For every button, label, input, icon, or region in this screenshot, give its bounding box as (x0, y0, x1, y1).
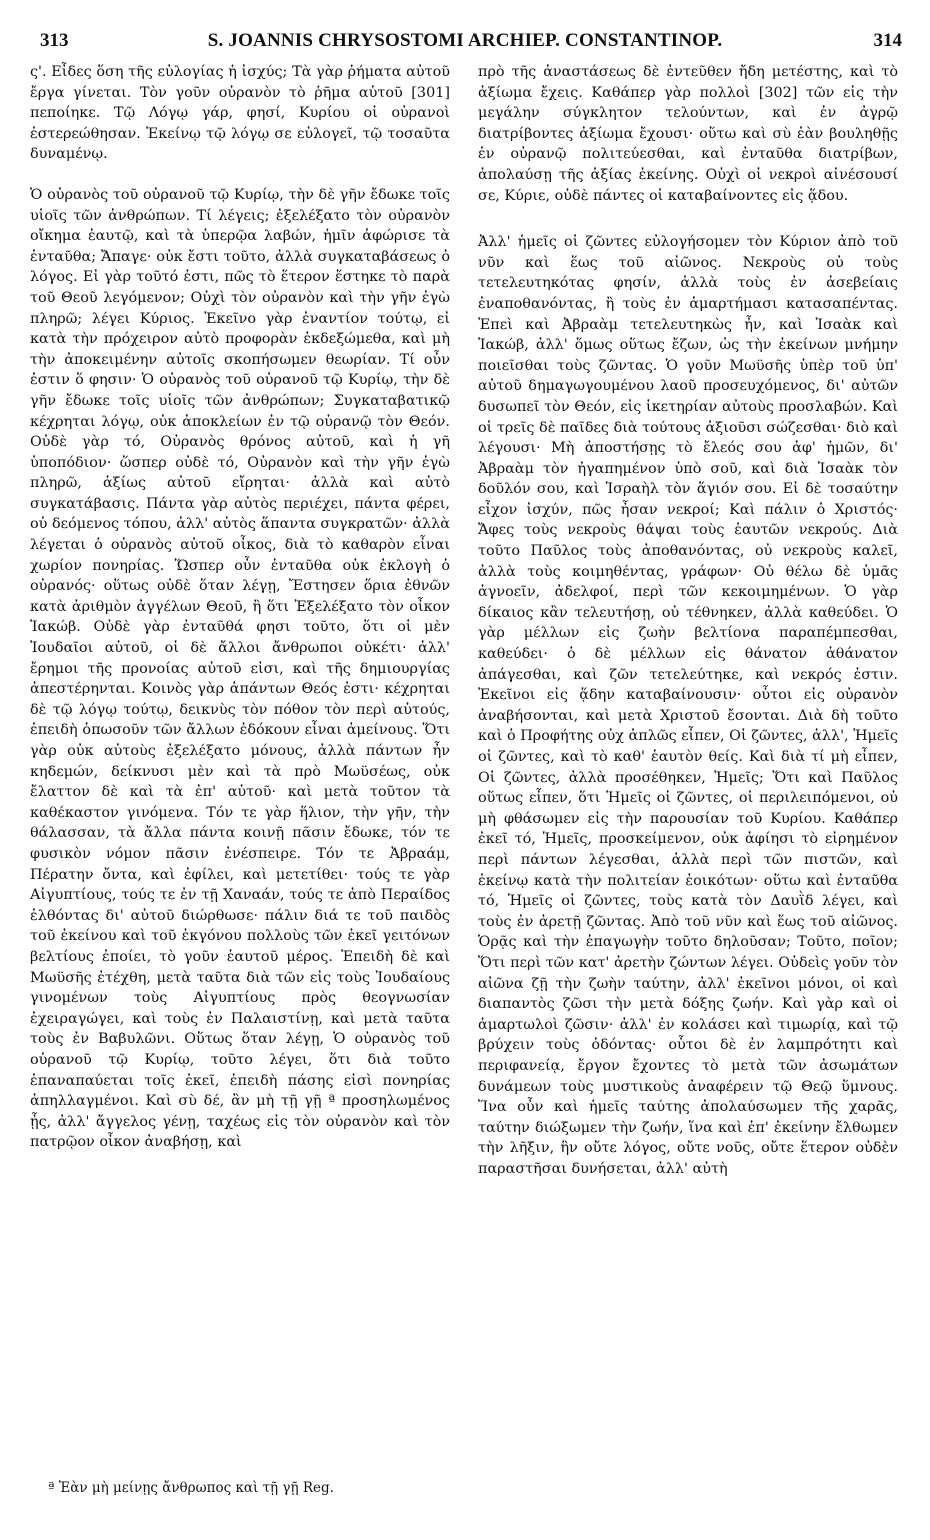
right-column (478, 62, 898, 1179)
paragraph: Ὁ οὐρανὸς τοῦ οὐρανοῦ τῷ Κυρίῳ, τὴν δὲ γῆν ἔδωκε τοῖς υἱοῖς τῶν ἀνθρώπων. Τί λέγεις; ἐξελέξατο τὸν οὐρανὸν οἴκημα ἑαυτῷ, καὶ τὰ ὑπερῷα λαβών, ἡμῖν ἀφώρισε τὰ ἐνταῦθα; Ἄπαγε· οὐκ ἔστι τοῦτο, ἀλλὰ συγκαταβάσεως ὁ λόγος. Εἰ γὰρ τοῦτό ἐστι, πῶς τὸ ἕτερον ἕστηκε τὸ παρὰ τοῦ Θεοῦ λεγόμενον; Οὐχὶ τὸν οὐρανὸν καὶ τὴν γῆν ἐγὼ πληρῶ; λέγει Κύριος. Ἐκεῖνο γὰρ ἐναντίον τούτῳ, εἰ κατὰ τὴν πρόχειρον αὐτὸ προφορὰν ἐκδεξώμεθα, καὶ μὴ τὴν ἀποκειμένην αὐτοῖς σκοπήσωμεν θεωρίαν. Τί οὖν ἐστιν ὅ φησιν· Ὁ οὐρανὸς τοῦ οὐρανοῦ τῷ Κυρίῳ, τὴν δὲ γῆν ἔδωκε τοῖς υἱοῖς τῶν ἀνθρώπων; Συγκαταβατικῷ κέχρηται λόγῳ, οὐκ ἀποκλείων ἐν τῷ οὐρανῷ τὸν Θεόν. Οὐδὲ γὰρ τό, Οὐρανὸς θρόνος αὐτοῦ, καὶ ἡ γῆ ὑποπόδιον· ὥσπερ οὐδὲ τό, Οὐρανὸν καὶ τὴν γῆν ἐγὼ πληρῶ, ἀξίως αὐτοῦ εἴρηται· ἀλλὰ καὶ αὐτὸ συγκατάβασις. Πάντα γὰρ αὐτὸς περιέχει, πάντα φέρει, οὐ δεόμενος τόπου, ἀλλ' αὐτὸς ἅπαντα συγκρατῶν· ἀλλὰ λέγεται ὁ οὐρανὸς αὐτοῦ οἶκος, διὰ τὸ καθαρὸν εἶναι χωρίον πονηρίας. Ὥσπερ οὖν ἐνταῦθα οὐκ ἐκλογὴ ὁ οὐρανός· οὕτως οὐδὲ ὅταν λέγῃ, Ἔστησεν ὅρια ἐθνῶν κατὰ ἀριθμὸν ἀγγέλων Θεοῦ, ἢ ὅτι Ἐξελέξατο τὸν οἶκον Ἰακώβ. Οὐδὲ γὰρ ἐνταῦθά φησι τοῦτο, ὅτι οἱ μὲν Ἰουδαῖοι αὐτοῦ, οἱ δὲ ἄλλοι ἄνθρωποι οὐκέτι· ἀλλ' ἔρημοι τῆς προνοίας αὐτοῦ εἰσι, καὶ τῆς δημιουργίας ἀπεστέρηνται. Κοινὸς γὰρ ἁπάντων Θεός ἐστι· κέχρηται δὲ τῷ λόγῳ τούτῳ, δεικνὺς τὸν πόθον τὸν περὶ αὐτούς, ἐπειδὴ ὁπωσοῦν τῶν ἄλλων ἐδόκουν εἶναι ἀμείνους. Ὅτι γὰρ οὐκ αὐτοὺς ἐξελέξατο μόνους, ἀλλὰ πάντων ἦν κηδεμών, δείκνυσι μὲν καὶ τὰ πρὸ Μωϋσέως, οὐκ ἔλαττον δὲ καὶ τὰ ἐπ' αὐτοῦ· καὶ μετὰ τοῦτον τὰ καθέκαστον γινόμενα. Τόν τε γὰρ ἥλιον, τὴν γῆν, τὴν θάλασσαν, τὰ ἄλλα πάντα κοινῇ πᾶσιν ἔδωκε, τόν τε φυσικὸν νόμον πᾶσιν ἐνέσπειρε. Τόν τε Ἀβραάμ, Πέρατην ὄντα, καὶ ἐφίλει, καὶ μετετίθει· τούς τε γὰρ Αἰγυπτίους, τούς τε ἐν τῇ Χαναάν, τούς τε ἀπὸ Περαίδος ἐλθόντας δι' αὐτοῦ διώρθωσε· πάλιν διά τε τοῦ παιδὸς τοῦ ἐκείνου καὶ τοῦ ἐκγόνου πολλοὺς τῶν ἐκεῖ γειτόνων βελτίους ἐποίει, τὸ γοῦν ἑαυτοῦ μέρος. Ἐπειδὴ δὲ καὶ Μωϋσῆς ἐτέχθη, μετὰ ταῦτα διὰ τῶν εἰς τοὺς Ἰουδαίους γινομένων τοὺς Αἰγυπτίους πρὸς θεογνωσίαν ἐχειραγώγει, καὶ τοὺς ἐν Παλαιστίνῃ, καὶ μετὰ ταῦτα τοὺς ἐν Βαβυλῶνι. Οὕτως ὅταν λέγῃ, Ὁ οὐρανὸς τοῦ οὐρανοῦ τῷ Κυρίῳ, τοῦτο λέγει, ὅτι διὰ τοῦτο ἐπαναπαύεται τοῖς ἐκεῖ, ἐπειδὴ πάσης εἰσὶ πονηρίας ἀπηλλαγμένοι. Καὶ σὺ δέ, ἂν μὴ τῇ γῇ ª προσηλωμένος ᾖς, ἀλλ' ἄγγελος γένῃ, ταχέως εἰς τὸν οὐρανὸν καὶ τὸν πατρῷον οἶκον ἀναβήσῃ, καὶ (30, 186, 450, 1151)
footnote: ª Ἐὰν μὴ μείνῃς ἄνθρωπος καὶ τῇ γῇ Reg. (48, 1480, 334, 1496)
running-header (28, 30, 902, 58)
paragraph: πρὸ τῆς ἀναστάσεως δὲ ἐντεῦθεν ἤδη μετέστης, καὶ τὸ ἀξίωμα ἔχεις. Καθάπερ γὰρ πολλοὶ [302] τῶν εἰς τὴν μεγάλην σύγκλητον τελούντων, καὶ ἐν ἀγρῷ διατρίβοντες ἀξίωμα ἔχουσι· οὕτω καὶ σὺ ἐὰν βουληθῇς ἐν οὐρανῷ πολιτεύεσθαι, καὶ ἐνταῦθα διατρίβων, ἀπολαύσῃ τῆς ἀξίας ἐκείνης. Οὐχὶ οἱ νεκροὶ αἰνέσουσί σε, Κύριε, οὐδὲ πάντες οἱ καταβαίνοντες εἰς ᾅδου. (478, 64, 898, 204)
left-column (30, 62, 450, 1153)
paragraph: ς'. Εἶδες ὅση τῆς εὐλογίας ἡ ἰσχύς; Τὰ γὰρ ῥήματα αὐτοῦ ἔργα γίνεται. Τὸν γοῦν οὐρανὸν τὸ ῥῆμα αὐτοῦ [301] πεποίηκε. Τῷ Λόγῳ γάρ, φησί, Κυρίου οἱ οὐρανοὶ ἐστερεώθησαν. Ἐκείνῳ τῷ λόγῳ σε εὐλογεῖ, τῷ τοσαῦτα δυναμένῳ. (30, 64, 450, 163)
page-number-left: 313 (40, 30, 69, 51)
paragraph: Ἀλλ' ἡμεῖς οἱ ζῶντες εὐλογήσομεν τὸν Κύριον ἀπὸ τοῦ νῦν καὶ ἕως τοῦ αἰῶνος. Νεκροὺς οὐ τοὺς τετελευτηκότας φησίν, ἀλλὰ τοὺς ἐν ἀσεβείαις ἐναποθανόντας, ἢ τοὺς ἐν ἁμαρτήμασι κατασαπέντας. Ἐπεὶ καὶ Ἀβραὰμ τετελευτηκὼς ἦν, καὶ Ἰσαὰκ καὶ Ἰακώβ, ἀλλ' ὅμως οὕτως ἔζων, ὡς τὴν ἐκείνων μνήμην ποιεῖσθαι τοὺς ζῶντας. Ὁ γοῦν Μωϋσῆς ὑπὲρ τοῦ ὑπ' αὐτοῦ δημαγωγουμένου λαοῦ προσευχόμενος, δι' αὐτῶν δυσωπεῖ τὸν Θεόν, εἰς ἱκετηρίαν αὐτοὺς προσλαβών. Καὶ οἱ τρεῖς δὲ παῖδες διὰ τούτους ἀξιοῦσι σώζεσθαι· διὸ καὶ λέγουσι· Μὴ ἀποστήσῃς τὸ ἔλεός σου ἀφ' ἡμῶν, δι' Ἀβραὰμ τὸν ἠγαπημένον ὑπὸ σοῦ, καὶ διὰ Ἰσαὰκ τὸν δοῦλόν σου, καὶ Ἰσραὴλ τὸν ἅγιόν σου. Εἰ δὲ τοσαύτην εἶχον ἰσχύν, πῶς ἦσαν νεκροί; Καὶ πάλιν ὁ Χριστός· Ἄφες τοὺς νεκροὺς θάψαι τοὺς ἑαυτῶν νεκρούς. Διὰ τοῦτο Παῦλος τοὺς ἀποθανόντας, οὐ νεκροὺς καλεῖ, ἀλλὰ τοὺς κοιμηθέντας, γράφων· Οὐ θέλω δὲ ὑμᾶς ἀγνοεῖν, ἀδελφοί, περὶ τῶν κεκοιμημένων. Ὁ γὰρ δίκαιος κἂν τελευτήσῃ, οὐ τέθνηκεν, ἀλλὰ καθεύδει. Ὁ γὰρ μέλλων εἰς ζωὴν βελτίονα παραπέμπεσθαι, καθεύδει· ὁ δὲ μέλλων εἰς θάνατον ἀθάνατον ἀπάγεσθαι, καὶ ζῶν τετελεύτηκε, καὶ νεκρός ἐστιν. Ἐκεῖνοι εἰς ᾅδην καταβαίνουσιν· οὗτοι εἰς οὐρανὸν ἀναβήσονται, καὶ μετὰ Χριστοῦ ἔσονται. Διὰ δὴ τοῦτο καὶ ὁ Προφήτης οὐχ ἁπλῶς εἶπεν, Οἱ ζῶντες, ἀλλ', Ἡμεῖς οἱ ζῶντες, καὶ τὸ καθ' ἑαυτὸν θείς. Καὶ διὰ τί μὴ εἶπεν, Οἱ ζῶντες, ἀλλὰ προσέθηκεν, Ἡμεῖς; Ὅτι καὶ Παῦλος οὕτως εἶπεν, ὅτι Ἡμεῖς οἱ ζῶντες, οἱ περιλειπόμενοι, οὐ μὴ φθάσωμεν εἰς τὴν παρουσίαν τοῦ Κυρίου. Καθάπερ ἐκεῖ τό, Ἡμεῖς, προσκείμενον, οὐκ ἀφίησι τὸ εἰρημένον περὶ πάντων λέγεσθαι, ἀλλὰ περὶ τῶν πιστῶν, καὶ ἐκείνῳ κατὰ τὴν πολιτείαν ἐοικότων· οὕτω καὶ ἐνταῦθα τό, Ἡμεῖς οἱ ζῶντες, τοὺς κατὰ τὸν Δαυῒδ λέγει, καὶ τοὺς ἐν ἀρετῇ ζῶντας. Ἀπὸ τοῦ νῦν καὶ ἕως τοῦ αἰῶνος. Ὁρᾷς καὶ τὴν ἐπαγωγὴν τοῦτο δηλοῦσαν; Τοῦτο, ποῖον; Ὅτι περὶ τῶν κατ' ἀρετὴν ζώντων λέγει. Οὐδεὶς γοῦν τὸν αἰῶνα ζῇ τὴν ζωὴν ταύτην, ἀλλ' ἐκεῖνοι μόνοι, οἱ καὶ διαπαντὸς ζῶσι τὴν μετὰ δόξης ζωήν. Καὶ γὰρ καὶ οἱ ἁμαρτωλοὶ ζῶσιν· ἀλλ' ἐν κολάσει καὶ τιμωρίᾳ, καὶ τῷ βρύχειν τοὺς ὀδόντας· οὗτοι δὲ ἐν λαμπρότητι καὶ περιφανείᾳ, ἔργον ἔχοντες τὸ μετὰ τῶν ἀσωμάτων δυνάμεων τοὺς μυστικοὺς ἀναφέρειν τῷ Θεῷ ὕμνους. Ἵνα οὖν καὶ ἡμεῖς ταύτης ἀπολαύσωμεν τῆς χαρᾶς, ταύτην διώξωμεν τὴν ζωήν, ἵνα καὶ ἐπ' ἐκείνην ἔλθωμεν τὴν λῆξιν, ἣν οὔτε λόγος, οὔτε νοῦς, οὔτε ἕτερον οὐδὲν παραστῆσαι δυνήσεται, ἀλλ' αὐτὴ (478, 234, 898, 1177)
page-number-right: 314 (873, 30, 902, 51)
running-title: S. JOANNIS CHRYSOSTOMI ARCHIEP. CONSTANTINOP. (207, 30, 723, 51)
